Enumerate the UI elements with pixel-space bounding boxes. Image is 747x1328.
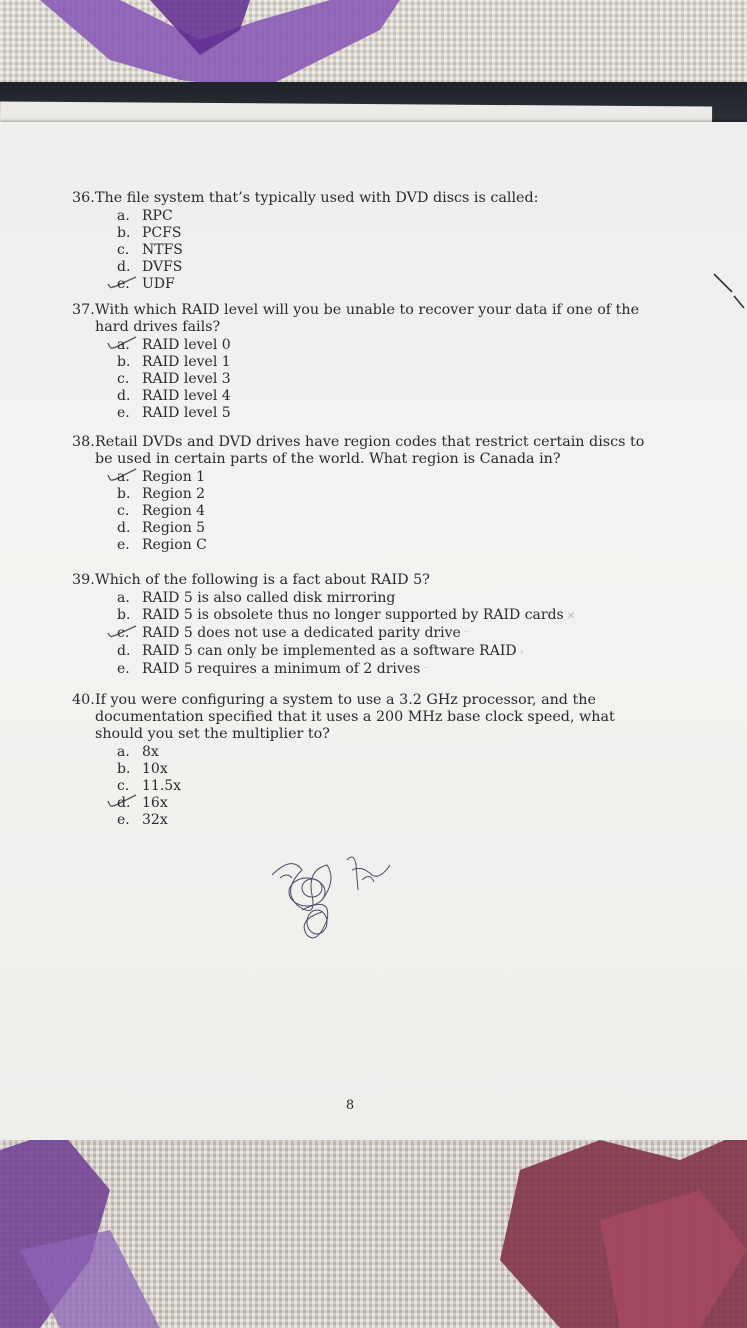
choice-letter: e.	[117, 276, 130, 292]
pencil-mark-icon: ⁻	[423, 665, 429, 676]
choice-text: RAID level 4	[142, 388, 231, 404]
choice-b[interactable]	[72, 607, 662, 625]
choice-text: 32x	[142, 812, 168, 828]
answer-choices	[72, 744, 662, 829]
choice-a[interactable]	[72, 337, 662, 354]
question-prompt: Retail DVDs and DVD drives have region codes that restrict certain discs to be used in certain parts of the world. What region is Canada in?	[95, 434, 645, 467]
question-number: 40.	[72, 692, 95, 708]
choice-letter: c.	[117, 625, 130, 641]
choice-letter: e.	[117, 537, 130, 553]
answer-choices	[72, 208, 662, 293]
worksheet-page	[0, 122, 747, 1140]
choice-d[interactable]	[72, 643, 662, 661]
choice-letter: b.	[117, 354, 131, 370]
choice-text: RAID 5 can only be implemented as a software RAID	[142, 643, 517, 659]
choice-letter: c.	[117, 778, 130, 794]
choice-d[interactable]	[72, 795, 662, 812]
choice-text: 16x	[142, 795, 168, 811]
choice-e[interactable]	[72, 812, 662, 829]
choice-letter: b.	[117, 486, 131, 502]
choice-c[interactable]	[72, 242, 662, 259]
choice-letter: a.	[117, 337, 130, 353]
pencil-x-icon: ✕	[566, 611, 576, 622]
choice-c[interactable]	[72, 503, 662, 520]
choice-letter: c.	[117, 371, 130, 387]
question-40	[72, 692, 662, 829]
choice-text: Region 5	[142, 520, 206, 536]
choice-c[interactable]	[72, 625, 662, 643]
choice-letter: d.	[117, 795, 131, 811]
choice-b[interactable]	[72, 486, 662, 503]
choice-letter: b.	[117, 761, 131, 777]
choice-text: RAID level 1	[142, 354, 231, 370]
choice-a[interactable]	[72, 744, 662, 761]
choice-text: UDF	[142, 276, 175, 292]
question-prompt: Which of the following is a fact about RAID 5?	[95, 572, 430, 588]
choice-b[interactable]	[72, 761, 662, 778]
question-37	[72, 302, 662, 422]
choice-letter: e.	[117, 405, 130, 421]
choice-letter: e.	[117, 661, 130, 677]
choice-letter: d.	[117, 388, 131, 404]
choice-text: Region 1	[142, 469, 206, 485]
choice-text: DVFS	[142, 259, 183, 275]
choice-d[interactable]	[72, 388, 662, 405]
pencil-mark-icon: ›	[519, 647, 524, 658]
choice-text: PCFS	[142, 225, 182, 241]
choice-letter: d.	[117, 520, 131, 536]
choice-b[interactable]	[72, 354, 662, 371]
choice-letter: a.	[117, 744, 130, 760]
choice-letter: c.	[117, 242, 130, 258]
choice-c[interactable]	[72, 778, 662, 795]
question-38	[72, 434, 662, 554]
pencil-mark-icon: ⁻	[463, 629, 470, 640]
choice-e[interactable]	[72, 537, 662, 554]
choice-letter: a.	[117, 469, 130, 485]
choice-b[interactable]	[72, 225, 662, 242]
question-number: 39.	[72, 572, 95, 588]
choice-letter: e.	[117, 812, 130, 828]
choice-c[interactable]	[72, 371, 662, 388]
choice-text: Region C	[142, 537, 207, 553]
choice-a[interactable]	[72, 469, 662, 486]
choice-letter: b.	[117, 607, 131, 623]
choice-a[interactable]	[72, 590, 662, 607]
question-number: 36.	[72, 190, 95, 206]
choice-text: RAID 5 is obsolete thus no longer supported by RAID cards	[142, 607, 564, 623]
choice-letter: d.	[117, 643, 131, 659]
question-number: 37.	[72, 302, 95, 318]
choice-d[interactable]	[72, 259, 662, 276]
question-text	[72, 190, 662, 207]
question-number: 38.	[72, 434, 95, 450]
choice-text: RAID 5 does not use a dedicated parity drive	[142, 625, 461, 641]
answer-choices	[72, 469, 662, 554]
choice-text: RAID 5 requires a minimum of 2 drives	[142, 661, 421, 677]
choice-text: Region 2	[142, 486, 206, 502]
choice-letter: b.	[117, 225, 131, 241]
question-prompt: The file system that’s typically used with DVD discs is called:	[95, 190, 539, 206]
question-prompt: If you were configuring a system to use a 3.2 GHz processor, and the documentation specified that it uses a 200 MHz base clock speed, what should you set the multiplier to?	[95, 692, 615, 742]
choice-text: RAID level 0	[142, 337, 231, 353]
choice-text: RPC	[142, 208, 173, 224]
page-number: 8	[345, 1098, 355, 1113]
answer-choices	[72, 337, 662, 422]
choice-letter: c.	[117, 503, 130, 519]
choice-text: 10x	[142, 761, 168, 777]
choice-text: RAID level 5	[142, 405, 231, 421]
question-36	[72, 190, 662, 293]
question-text	[72, 302, 662, 336]
choice-text: RAID level 3	[142, 371, 231, 387]
question-text	[72, 434, 662, 468]
choice-e[interactable]	[72, 661, 662, 679]
question-text	[72, 692, 662, 743]
choice-a[interactable]	[72, 208, 662, 225]
choice-text: 8x	[142, 744, 159, 760]
choice-text: 11.5x	[142, 778, 182, 794]
choice-letter: d.	[117, 259, 131, 275]
choice-e[interactable]	[72, 276, 662, 293]
question-prompt: With which RAID level will you be unable to recover your data if one of the hard drives fails?	[95, 302, 640, 335]
question-39	[72, 572, 662, 679]
choice-e[interactable]	[72, 405, 662, 422]
question-text	[72, 572, 662, 589]
choice-d[interactable]	[72, 520, 662, 537]
choice-letter: a.	[117, 208, 130, 224]
choice-text: RAID 5 is also called disk mirroring	[142, 590, 396, 606]
worksheet-content	[0, 122, 747, 1140]
choice-letter: a.	[117, 590, 130, 606]
choice-text: NTFS	[142, 242, 183, 258]
answer-choices	[72, 590, 662, 679]
doodle-scribble-icon	[262, 850, 392, 950]
flower-pattern-bottom	[0, 1130, 747, 1328]
choice-text: Region 4	[142, 503, 206, 519]
